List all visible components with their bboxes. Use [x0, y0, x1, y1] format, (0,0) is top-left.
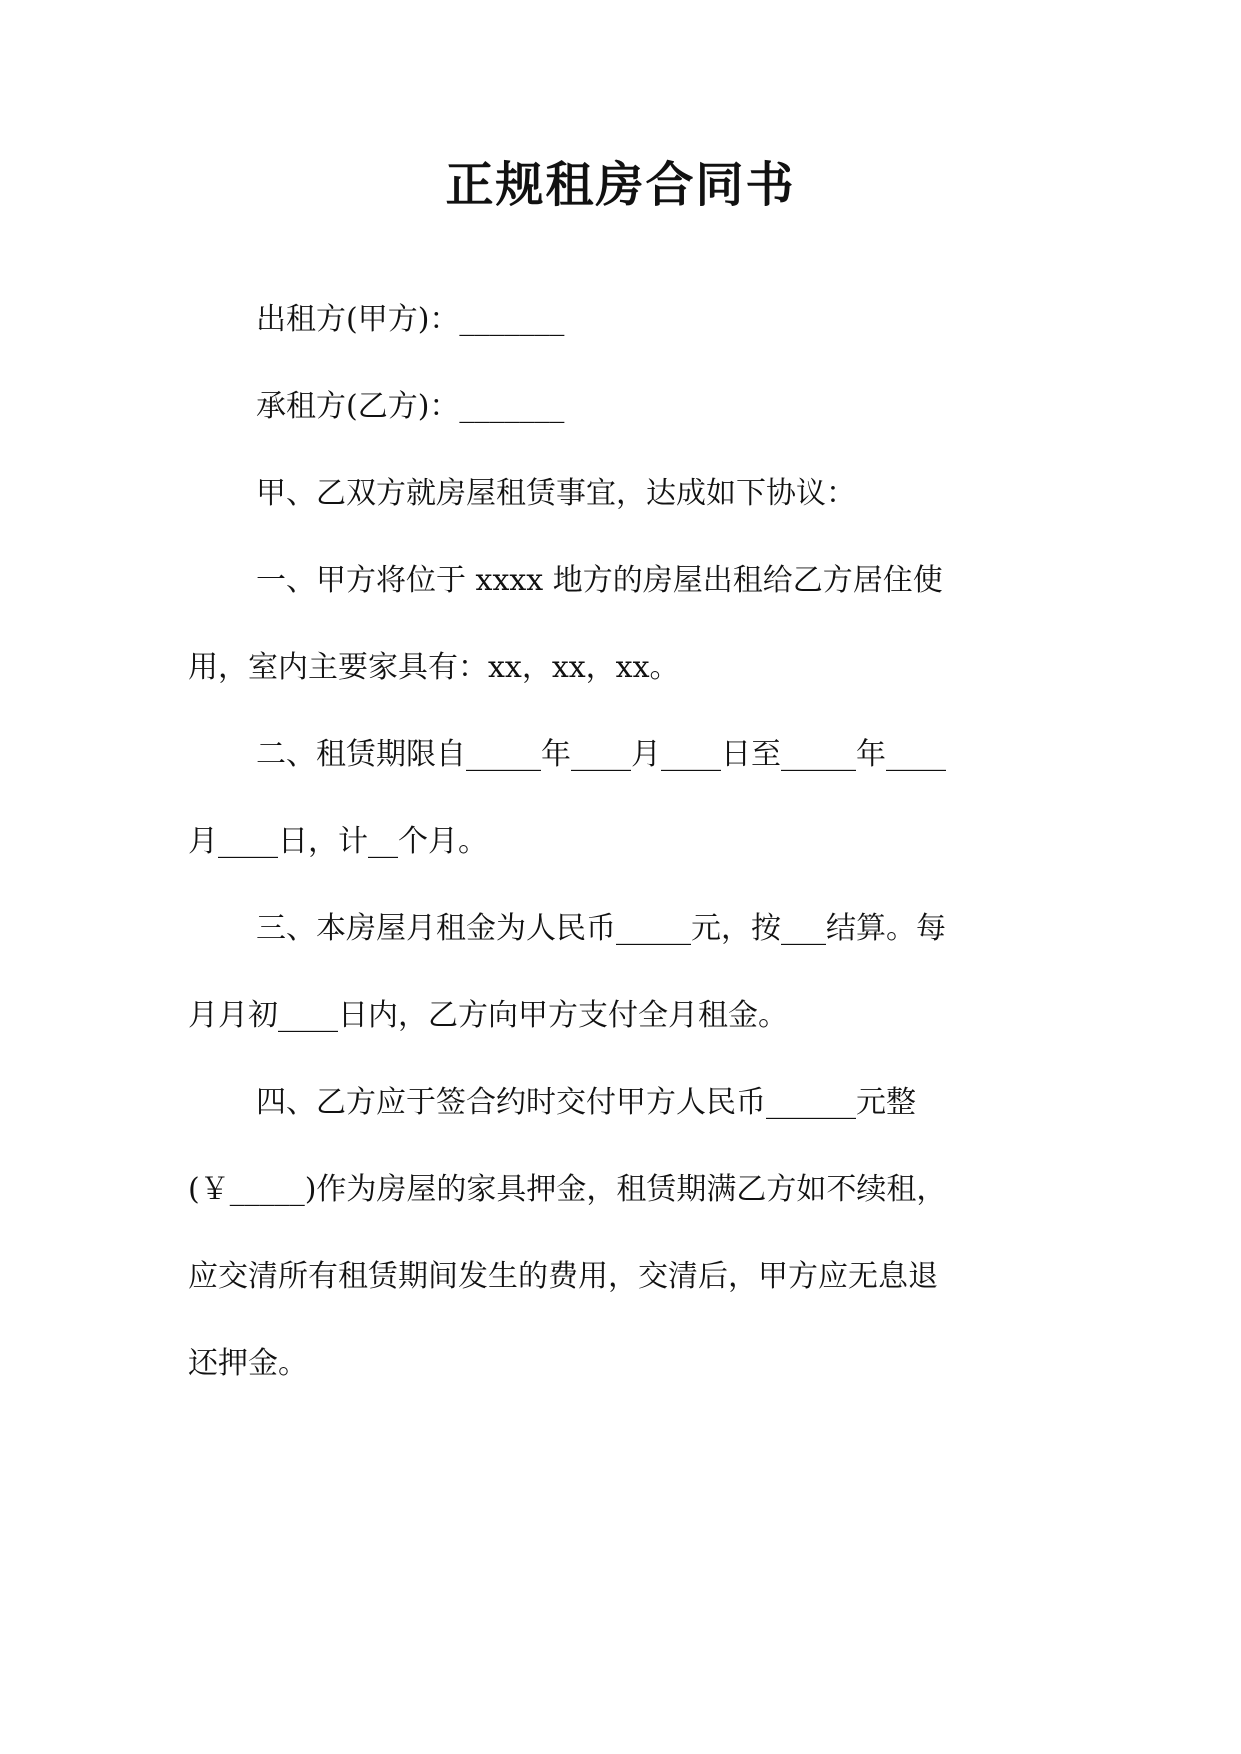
agreement-intro: 甲、乙双方就房屋租赁事宜，达成如下协议： — [256, 476, 856, 511]
document-title: 正规租房合同书 — [445, 157, 796, 213]
lessor-line: 出租方(甲方)：_______ — [256, 302, 565, 337]
clause-1-line-2: 用，室内主要家具有：xx，xx，xx。 — [188, 650, 680, 685]
clause-4-line-3: 应交清所有租赁期间发生的费用，交清后，甲方应无息退 — [188, 1259, 938, 1294]
clause-4-line-2: (￥_____)作为房屋的家具押金，租赁期满乙方如不续租， — [188, 1172, 947, 1207]
clause-1-line-1: 一、甲方将位于 xxxx 地方的房屋出租给乙方居住使 — [256, 563, 943, 598]
clause-3-line-1: 三、本房屋月租金为人民币_____元，按___结算。每 — [256, 911, 946, 946]
clause-2-line-1: 二、租赁期限自_____年____月____日至_____年____ — [256, 737, 946, 772]
clause-3-line-2: 月月初____日内，乙方向甲方支付全月租金。 — [188, 998, 788, 1033]
clause-4-line-1: 四、乙方应于签合约时交付甲方人民币______元整 — [256, 1085, 916, 1120]
clause-4-line-4: 还押金。 — [188, 1346, 308, 1381]
clause-2-line-2: 月____日，计__个月。 — [188, 824, 488, 859]
lessee-line: 承租方(乙方)：_______ — [256, 389, 565, 424]
